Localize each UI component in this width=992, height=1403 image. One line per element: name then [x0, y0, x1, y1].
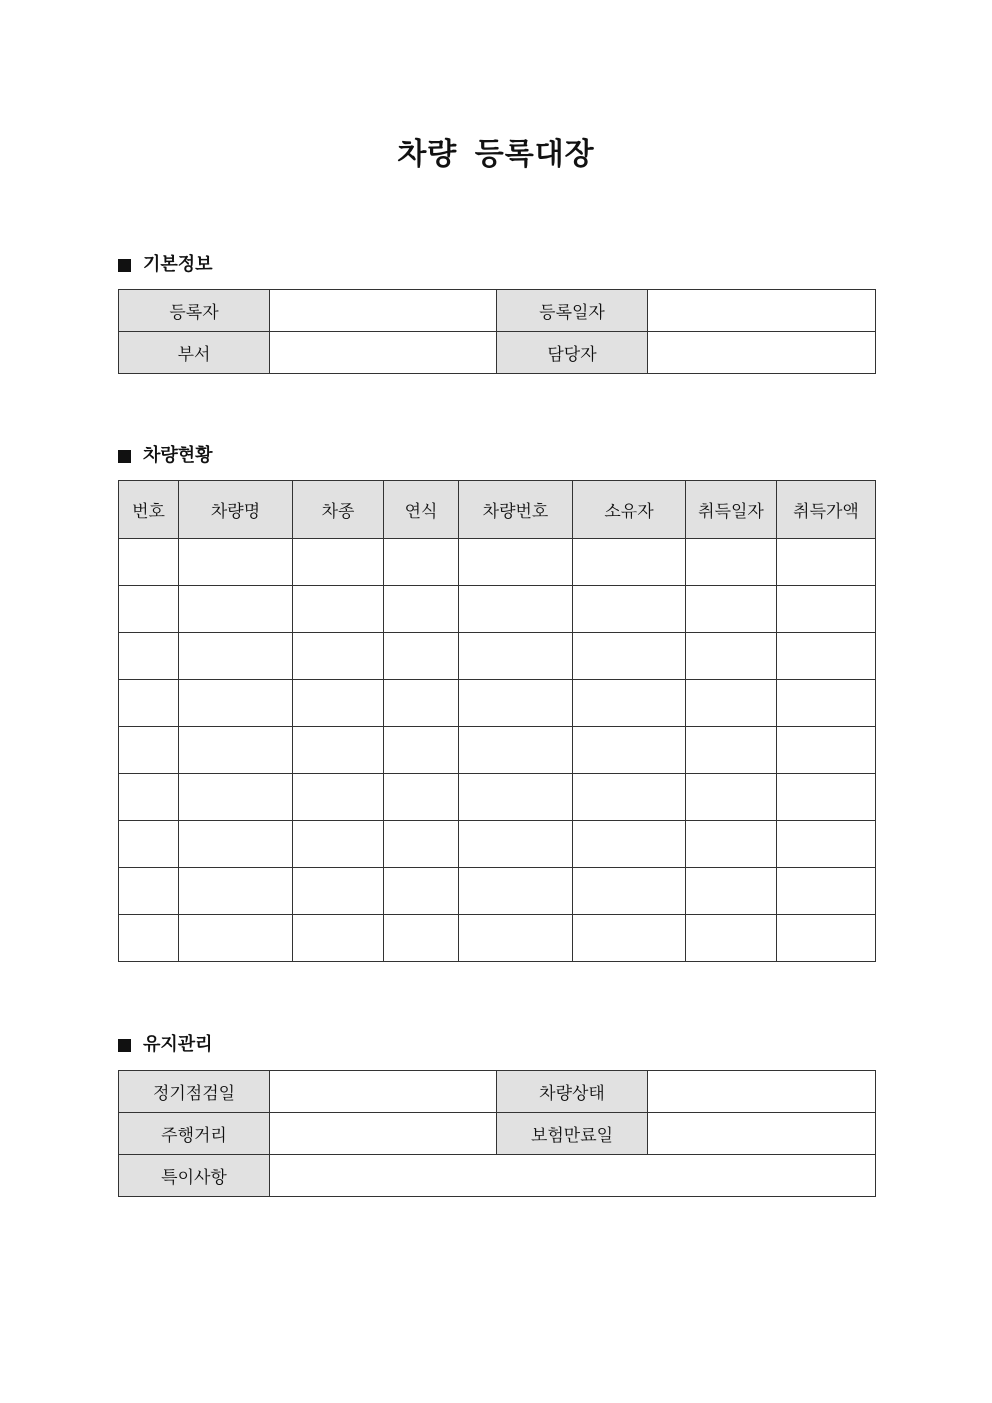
table-cell[interactable] — [573, 727, 686, 774]
table-cell[interactable] — [459, 915, 573, 962]
table-cell[interactable] — [293, 586, 384, 633]
table-cell[interactable] — [384, 680, 459, 727]
table-cell[interactable] — [573, 633, 686, 680]
table-cell[interactable] — [686, 915, 777, 962]
section-heading-label: 유지관리 — [143, 1034, 213, 1055]
section-heading-vehicle-status — [118, 444, 213, 468]
maintenance-table — [118, 1070, 876, 1197]
vehicle-condition-label: 차량상태 — [497, 1071, 648, 1113]
vehicle-status-table — [118, 480, 876, 962]
table-cell[interactable] — [686, 586, 777, 633]
registrant-label: 등록자 — [119, 290, 270, 332]
table-cell[interactable] — [777, 868, 876, 915]
table-cell[interactable] — [686, 868, 777, 915]
table-cell[interactable] — [293, 821, 384, 868]
table-cell[interactable] — [777, 633, 876, 680]
table-cell[interactable] — [459, 539, 573, 586]
column-header-vehicle-name: 차량명 — [179, 481, 293, 539]
insurance-expiry-label: 보험만료일 — [497, 1113, 648, 1155]
table-cell[interactable] — [573, 539, 686, 586]
registrant-field[interactable] — [270, 290, 497, 332]
table-row — [119, 1071, 876, 1113]
table-cell[interactable] — [459, 680, 573, 727]
table-cell[interactable] — [179, 727, 293, 774]
square-bullet-icon — [118, 259, 131, 272]
table-row — [119, 727, 876, 774]
table-cell[interactable] — [119, 680, 179, 727]
table-cell[interactable] — [573, 915, 686, 962]
inspection-date-field[interactable] — [270, 1071, 497, 1113]
square-bullet-icon — [118, 450, 131, 463]
table-cell[interactable] — [686, 633, 777, 680]
table-cell[interactable] — [293, 774, 384, 821]
table-cell[interactable] — [384, 539, 459, 586]
section-heading-label: 차량현황 — [143, 445, 213, 466]
table-cell[interactable] — [459, 727, 573, 774]
basic-info-table — [118, 289, 876, 374]
table-row — [119, 1113, 876, 1155]
section-heading-basic-info — [118, 253, 213, 277]
section-heading-maintenance — [118, 1033, 213, 1057]
mileage-field[interactable] — [270, 1113, 497, 1155]
table-cell[interactable] — [777, 680, 876, 727]
table-cell[interactable] — [384, 727, 459, 774]
notes-label: 특이사항 — [119, 1155, 270, 1197]
table-cell[interactable] — [293, 539, 384, 586]
column-header-acquisition-price: 취득가액 — [777, 481, 876, 539]
table-cell[interactable] — [573, 774, 686, 821]
table-cell[interactable] — [179, 821, 293, 868]
table-cell[interactable] — [777, 915, 876, 962]
table-cell[interactable] — [459, 633, 573, 680]
table-cell[interactable] — [777, 586, 876, 633]
table-cell[interactable] — [459, 586, 573, 633]
table-cell[interactable] — [293, 915, 384, 962]
column-header-vehicle-type: 차종 — [293, 481, 384, 539]
table-cell[interactable] — [384, 915, 459, 962]
table-cell[interactable] — [777, 539, 876, 586]
table-row — [119, 868, 876, 915]
insurance-expiry-field[interactable] — [648, 1113, 876, 1155]
table-cell[interactable] — [573, 821, 686, 868]
table-cell[interactable] — [384, 774, 459, 821]
table-cell[interactable] — [384, 821, 459, 868]
mileage-label: 주행거리 — [119, 1113, 270, 1155]
table-row — [119, 290, 876, 332]
table-row — [119, 586, 876, 633]
notes-field[interactable] — [270, 1155, 876, 1197]
table-cell[interactable] — [179, 586, 293, 633]
registration-date-field[interactable] — [648, 290, 876, 332]
table-cell[interactable] — [573, 586, 686, 633]
table-row — [119, 332, 876, 374]
table-cell[interactable] — [179, 680, 293, 727]
inspection-date-label: 정기점검일 — [119, 1071, 270, 1113]
table-header-row — [119, 481, 876, 539]
table-cell[interactable] — [459, 868, 573, 915]
table-cell[interactable] — [179, 915, 293, 962]
column-header-plate-number: 차량번호 — [459, 481, 573, 539]
page-title: 차량 등록대장 — [397, 137, 595, 172]
table-cell[interactable] — [573, 868, 686, 915]
registration-date-label: 등록일자 — [497, 290, 648, 332]
table-cell[interactable] — [293, 680, 384, 727]
table-cell[interactable] — [459, 774, 573, 821]
table-cell[interactable] — [384, 586, 459, 633]
table-cell[interactable] — [777, 727, 876, 774]
table-cell[interactable] — [179, 774, 293, 821]
square-bullet-icon — [118, 1039, 131, 1052]
table-cell[interactable] — [384, 633, 459, 680]
table-row — [119, 633, 876, 680]
table-cell[interactable] — [179, 868, 293, 915]
table-cell[interactable] — [384, 868, 459, 915]
table-cell[interactable] — [119, 821, 179, 868]
table-cell[interactable] — [119, 774, 179, 821]
table-cell[interactable] — [119, 868, 179, 915]
table-row — [119, 774, 876, 821]
section-heading-label: 기본정보 — [143, 254, 213, 275]
table-cell[interactable] — [573, 680, 686, 727]
table-cell[interactable] — [686, 680, 777, 727]
table-cell[interactable] — [686, 539, 777, 586]
table-cell[interactable] — [119, 539, 179, 586]
manager-field[interactable] — [648, 332, 876, 374]
table-row — [119, 539, 876, 586]
table-cell[interactable] — [459, 821, 573, 868]
table-cell[interactable] — [179, 633, 293, 680]
department-field[interactable] — [270, 332, 497, 374]
table-cell[interactable] — [119, 915, 179, 962]
table-cell[interactable] — [686, 821, 777, 868]
column-header-number: 번호 — [119, 481, 179, 539]
table-row — [119, 915, 876, 962]
column-header-acquisition-date: 취득일자 — [686, 481, 777, 539]
table-cell[interactable] — [119, 727, 179, 774]
table-cell[interactable] — [293, 868, 384, 915]
table-row — [119, 1155, 876, 1197]
vehicle-condition-field[interactable] — [648, 1071, 876, 1113]
table-row — [119, 680, 876, 727]
table-cell[interactable] — [777, 821, 876, 868]
table-cell[interactable] — [119, 633, 179, 680]
table-cell[interactable] — [119, 586, 179, 633]
table-cell[interactable] — [686, 727, 777, 774]
column-header-model-year: 연식 — [384, 481, 459, 539]
table-cell[interactable] — [777, 774, 876, 821]
manager-label: 담당자 — [497, 332, 648, 374]
table-cell[interactable] — [293, 727, 384, 774]
department-label: 부서 — [119, 332, 270, 374]
table-cell[interactable] — [686, 774, 777, 821]
column-header-owner: 소유자 — [573, 481, 686, 539]
table-cell[interactable] — [179, 539, 293, 586]
table-cell[interactable] — [293, 633, 384, 680]
table-row — [119, 821, 876, 868]
